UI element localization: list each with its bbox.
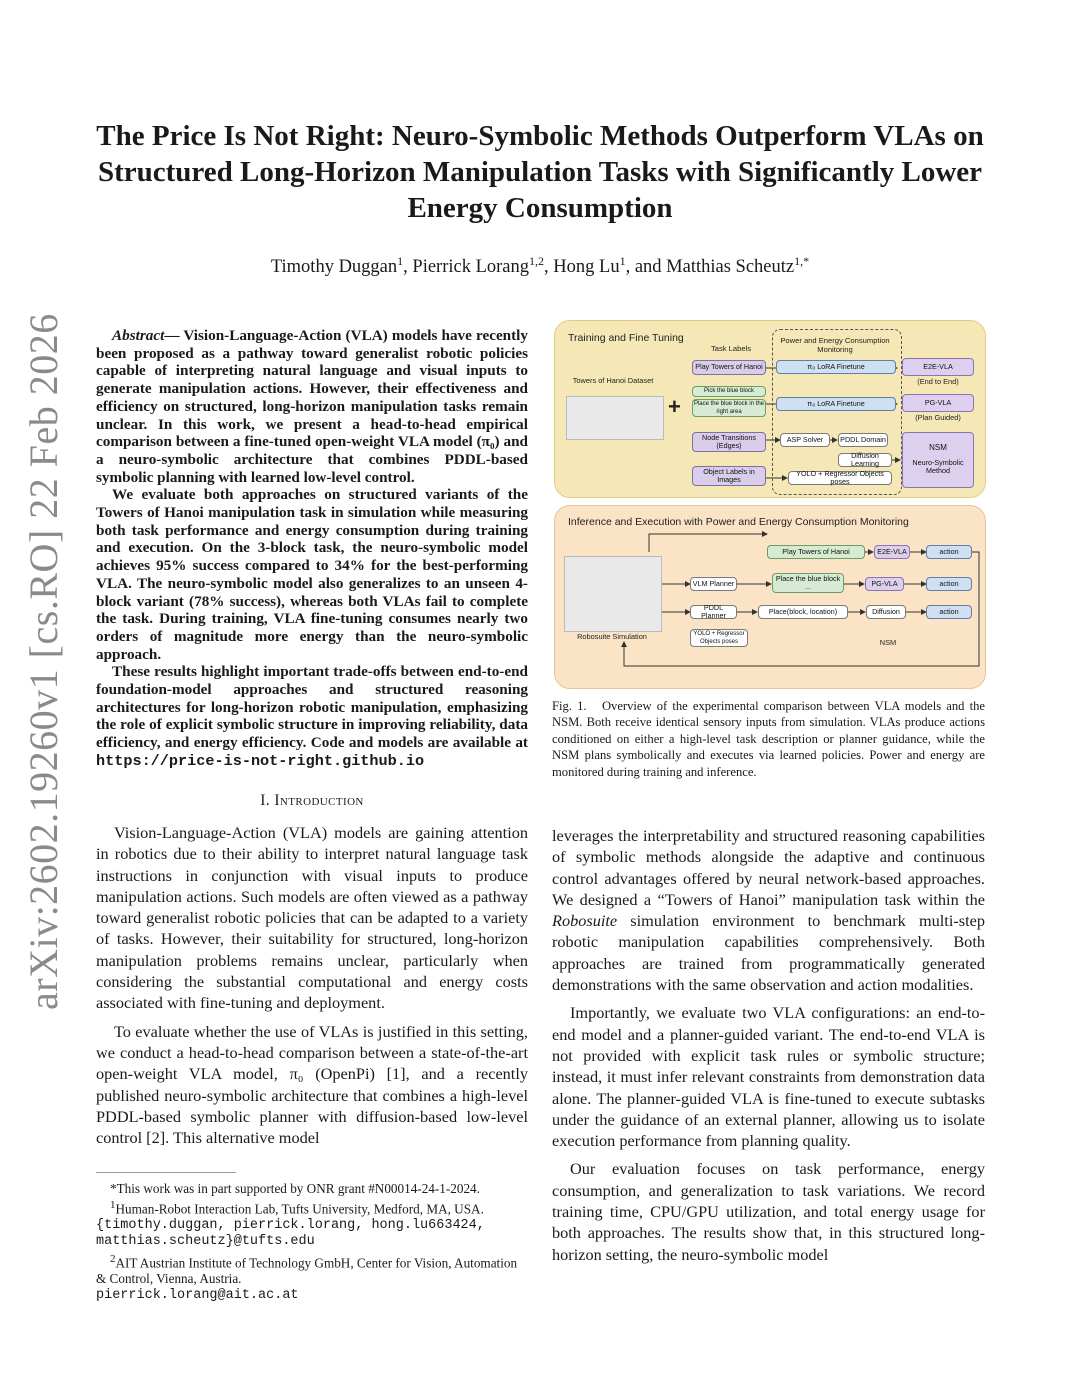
body-emphasis: Robosuite: [552, 911, 618, 931]
simulation-image: [564, 556, 662, 632]
figure-caption: [552, 698, 985, 780]
e2e-vla-sub: (End to End): [917, 377, 959, 386]
power-monitor-heading: Power and Energy Consumption Monitoring: [780, 336, 890, 354]
abstract-text: These results highlight important trade-offs between end-to-end foundation-model approaches and structured reasoning architectures for long-horizon robotic manipulation, emphasizing the role of explicit symbolic structure in improving reliability, data efficiency, and energy efficiency. Code and models are available at: [96, 663, 528, 752]
dataset-image: [566, 396, 664, 440]
footnote-funding: *This work was in part supported by ONR grant #N00014-24-1-2024.: [110, 1181, 480, 1196]
pddl-planner-box: PDDL Planner: [690, 605, 737, 619]
author-name: Hong Lu: [553, 257, 620, 278]
training-panel-title: Training and Fine Tuning: [568, 332, 684, 344]
caption-text: Overview of the experimental comparison between VLA models and the NSM. Both receive identical sensory inputs from simulation. VLAs produce actions conditioned on either a high-level task description or planner guidance, while the NSM plans symbolically and executes via learned policies. Power and energy are monitored during training and inference.: [552, 699, 985, 779]
abstract-text: Vision-Language-Action (VLA) models have recently been proposed as a pathway toward generalist robotic policies capable of interpreting natural language and visual inputs to generate manipulation actions. However, their effectiveness and efficiency on structured, long-horizon manipulation tasks remain unclear. In this work, we present a head-to-head empirical comparison between a fine-tuned open-weight VLA model (π₀) and a neuro-symbolic architecture that combines PDDL-based symbolic planning with learned low-level control.: [96, 327, 528, 486]
task-label-box: Place the blue block ...: [772, 573, 844, 593]
task-label-box: Place the blue block in the right area: [693, 400, 765, 415]
node-transitions-box: Node Transitions (Edges): [692, 432, 766, 452]
body-paragraph: [552, 825, 985, 995]
pddl-domain-box: PDDL Domain: [838, 433, 888, 447]
task-labels-heading: Task Labels: [710, 344, 752, 353]
body-paragraph: Our evaluation focuses on task performance, energy consumption, and generalization to task variations. We record training time, CPU/GPU utilization, and total energy usage for both approaches. The results show that, in this structured long-horizon setting, the neuro-symbolic model: [552, 1159, 985, 1264]
intro-paragraph: Vision-Language-Action (VLA) models are gaining attention in robotics due to their ability to interpret natural language task instructions in conjunction with visual inputs to produce manipulation actions. Such models are often viewed as a pathway toward generalist robotic policies that can be adapted to a variety of tasks. However, their suitability for structured, long-horizon manipulation problems remains unclear, particularly when considering the substantial computational and energy costs associated with fine-tuning and deployment.: [96, 823, 528, 1013]
footnote-rule: [96, 1172, 236, 1173]
nsm-box: [902, 432, 974, 488]
section-number: I.: [260, 792, 271, 809]
abstract-lead: Abstract: [112, 327, 165, 344]
author-list: Timothy Duggan$^1$, Pierrick Lorang$^{1,2}$, Hong Lu$^1$, and Matthias Scheutz$^{1,*}$: [270, 254, 810, 278]
e2e-vla-box: E2E-VLA: [874, 545, 910, 559]
vlm-planner-box: VLM Planner: [690, 577, 737, 591]
paper-title: The Price Is Not Right: Neuro-Symbolic Methods Outperform VLAs on Structured Long-Horizon Manipulation Tasks with Significantly Lower Energy Consumption: [96, 120, 984, 224]
abstract-paragraph: [96, 663, 528, 770]
lora-finetune-box: π₀ LoRA Finetune: [776, 360, 896, 374]
asp-solver-box: ASP Solver: [780, 433, 830, 447]
footnote-email-2: pierrick.lorang@ait.ac.at: [96, 1287, 299, 1303]
pg-vla-box: PG-VLA: [865, 577, 904, 591]
inference-panel-title: Inference and Execution with Power and Energy Consumption Monitoring: [568, 516, 909, 528]
author-affiliation: 1: [619, 254, 626, 268]
introduction-text: [96, 822, 528, 1155]
yolo-box: YOLO + Regressor Objects poses: [788, 471, 892, 485]
diffusion-box: Diffusion: [866, 605, 906, 619]
lora-finetune-box: π₀ LoRA Finetune: [776, 397, 896, 411]
object-labels-box: Object Labels in Images: [692, 466, 766, 486]
dataset-label: Towers of Hanoi Dataset: [572, 376, 654, 385]
plus-icon: +: [668, 394, 681, 419]
body-text: leverages the interpretability and structured reasoning capabilities of symbolic methods alongside the adaptive and continuous control advantages offered by neural network-based approaches. We designed a “Towers of Hanoi” manipulation task within the: [552, 826, 985, 909]
body-text: simulation environment to benchmark multi-step robotic manipulation capabilities comprehensively. Both approaches are trained from programmatically generated demonstrations with the same observation and action modalities.: [552, 911, 985, 995]
author-name: Pierrick Lorang: [412, 257, 530, 278]
author-conjunction: and: [634, 257, 662, 278]
intro-paragraph: To evaluate whether the use of VLAs is justified in this setting, we conduct a head-to-head comparison between a state-of-the-art open-weight VLA model, π₀ (OpenPi) [1], and a recently published neuro-symbolic architecture that combines a high-level PDDL-based symbolic planner with diffusion-based low-level control [2]. This alternative model: [96, 1021, 528, 1148]
author-affiliation: 1: [397, 254, 404, 268]
action-box: action: [926, 545, 972, 559]
body-paragraph: Importantly, we evaluate two VLA configurations: an end-to-end model and a planner-guided variant. The end-to-end VLA is not provided with explicit task rules or symbolic structure; instead, it must infer relevant constraints from demonstration data alone. The planner-guided VLA is fine-tuned to execute subtasks under the guidance of an external planner, allowing us to isolate execution performance from planning quality.: [552, 1003, 985, 1151]
abstract-paragraph: We evaluate both approaches on structured variants of the Towers of Hanoi manipulation task in simulation while measuring both task performance and energy consumption during training and execution. On the 3-block task, the neuro-symbolic model achieves 95% success compared to 34% for the best-performing VLA. The neuro-symbolic model also generalizes to an unseen 4-block variant (78% success), whereas both VLAs fail to complete the task. During training, VLA fine-tuning consumes nearly two orders of magnitude more energy than the neuro-symbolic approach.: [96, 486, 528, 663]
author-name: Timothy Duggan: [270, 257, 398, 278]
abstract-paragraph: Abstract— Vision-Language-Action (VLA) models have recently been proposed as a pathway toward generalist robotic policies capable of interpreting natural language and visual inputs to generate manipulation actions. However, their effectiveness and efficiency on structured, long-horizon manipulation tasks remain unclear. In this work, we present a head-to-head empirical comparison between a fine-tuned open-weight VLA model (π₀) and a neuro-symbolic architecture that combines PDDL-based symbolic planning with learned low-level control.: [96, 327, 528, 486]
action-box: action: [926, 605, 972, 619]
e2e-vla-box: E2E-VLA: [902, 358, 974, 376]
footnote-mark: 1: [110, 1199, 116, 1212]
task-label-box: Play Towers of Hanoi: [692, 360, 766, 375]
task-label-box: Play Towers of Hanoi: [767, 545, 865, 559]
footnote-mark: 2: [110, 1252, 116, 1265]
pg-vla-box: PG-VLA: [902, 394, 974, 412]
diffusion-learning-box: Diffusion Learning: [838, 453, 892, 467]
nsm-label: NSM: [929, 443, 947, 453]
section-heading: [96, 792, 528, 810]
section-title: Introduction: [274, 792, 364, 809]
arxiv-stamp: arXiv:2602.19260v1 [cs.RO] 22 Feb 2026: [21, 313, 66, 1010]
footnote-affiliation-2: [96, 1251, 528, 1288]
author-affiliation: 1,2: [529, 254, 545, 268]
footnote-emails: {timothy.duggan, pierrick.lorang, hong.lu663424, matthias.scheutz}@tufts.edu: [96, 1217, 485, 1250]
yolo-box: YOLO + Regressor Objects poses: [690, 629, 748, 647]
caption-label: Fig. 1.: [552, 699, 587, 713]
abstract: [96, 327, 528, 771]
place-action-box: Place(block, location): [758, 605, 848, 619]
author-affiliation: 1,*: [794, 254, 810, 268]
figure-1: [554, 320, 984, 690]
author-name: Matthias Scheutz: [666, 257, 795, 278]
footnote-text: AIT Austrian Institute of Technology GmbH, Center for Vision, Automation & Control, Vienna, Austria.: [96, 1254, 518, 1287]
footnote-affiliation-1: [96, 1197, 528, 1218]
action-box: action: [926, 577, 972, 591]
robosuite-label: Robosuite Simulation: [577, 632, 647, 641]
right-column-text: [552, 825, 985, 1272]
footnote-text: Human-Robot Interaction Lab, Tufts University, Medford, MA, USA.: [115, 1201, 484, 1217]
nsm-label: NSM: [879, 638, 897, 647]
nsm-sub: Neuro-Symbolic Method: [912, 457, 964, 476]
project-url[interactable]: https://price-is-not-right.github.io: [96, 751, 425, 770]
task-label-box: Pick the blue block: [692, 386, 766, 397]
pg-vla-sub: (Plan Guided): [915, 413, 961, 422]
footnotes: [96, 1181, 528, 1304]
